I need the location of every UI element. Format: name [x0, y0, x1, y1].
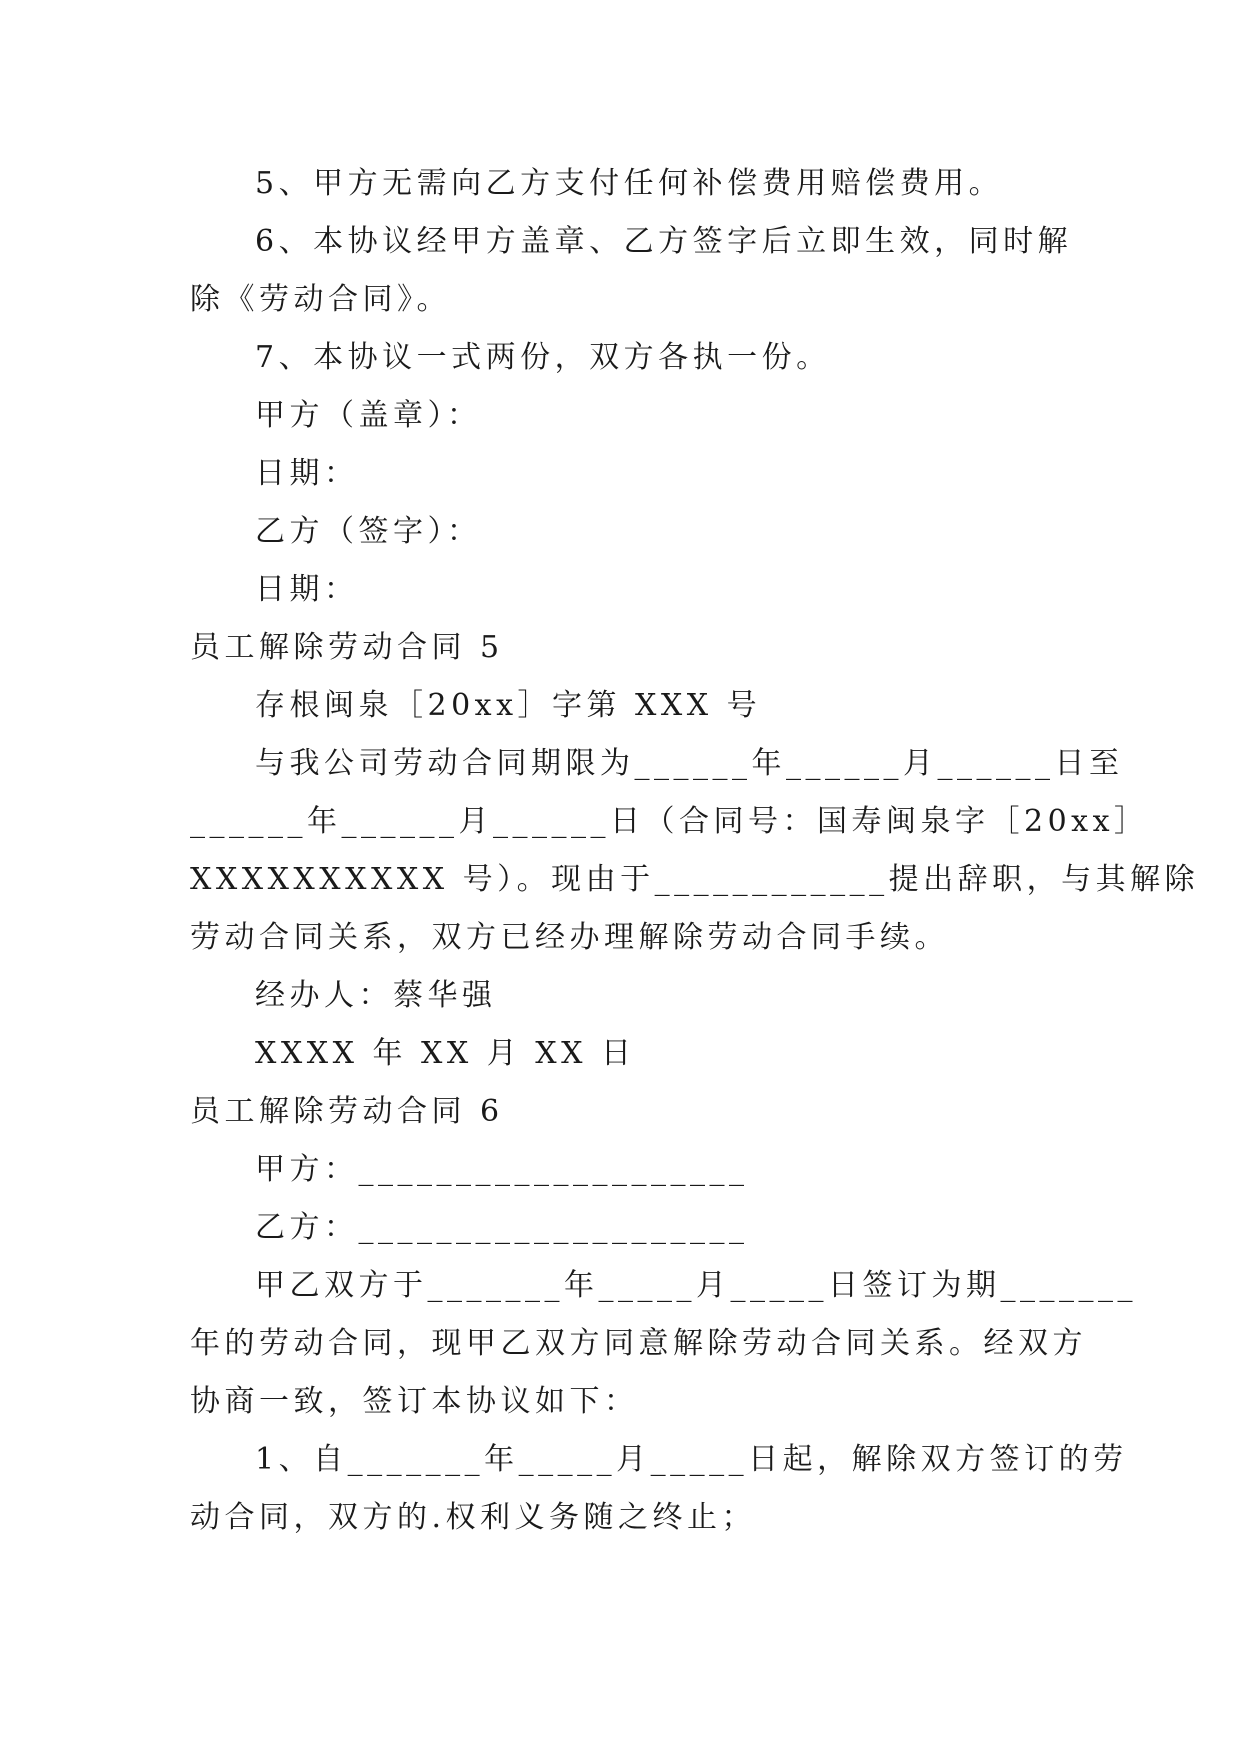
clause-6-continued: 除《劳动合同》。	[190, 282, 451, 317]
date-label: 日期：	[255, 456, 359, 491]
section-heading: 员工解除劳动合同 6	[190, 1094, 504, 1129]
handler-line: 经办人：蔡华强	[255, 978, 497, 1013]
clause-6: 6、本协议经甲方盖章、乙方签字后立即生效，同时解	[255, 224, 1073, 259]
clause-5: 5、甲方无需向乙方支付任何补偿费用赔偿费用。	[255, 166, 1004, 201]
paragraph-line: 年的劳动合同，现甲乙双方同意解除劳动合同关系。经双方	[190, 1326, 1087, 1361]
clause-7: 7、本协议一式两份，双方各执一份。	[255, 340, 831, 375]
date-label: 日期：	[255, 572, 359, 607]
clause-1: 1、自_______年_____月_____日起，解除双方签订的劳	[255, 1442, 1128, 1477]
party-a-line: 甲方：____________________	[255, 1152, 749, 1187]
paragraph-line: XXXXXXXXXX 号）。现由于____________提出辞职，与其解除	[190, 862, 1200, 897]
paragraph-line: ______年______月______日（合同号：国寿闽泉字［20xx］	[190, 804, 1149, 839]
paragraph-line: 与我公司劳动合同期限为______年______月______日至	[255, 746, 1124, 781]
document-number: 存根闽泉［20xx］字第 XXX 号	[255, 688, 762, 723]
paragraph-line: 劳动合同关系，双方已经办理解除劳动合同手续。	[190, 920, 949, 955]
paragraph-line: 甲乙双方于_______年_____月_____日签订为期_______	[255, 1268, 1137, 1303]
party-a-seal-label: 甲方（盖章）：	[255, 398, 482, 433]
date-line: XXXX 年 XX 月 XX 日	[255, 1036, 636, 1071]
paragraph-line: 协商一致，签订本协议如下：	[190, 1384, 639, 1419]
party-b-sign-label: 乙方（签字）：	[255, 514, 482, 549]
party-b-line: 乙方：____________________	[255, 1210, 749, 1245]
clause-1-continued: 动合同，双方的.权利义务随之终止；	[190, 1500, 757, 1535]
section-heading: 员工解除劳动合同 5	[190, 630, 504, 665]
